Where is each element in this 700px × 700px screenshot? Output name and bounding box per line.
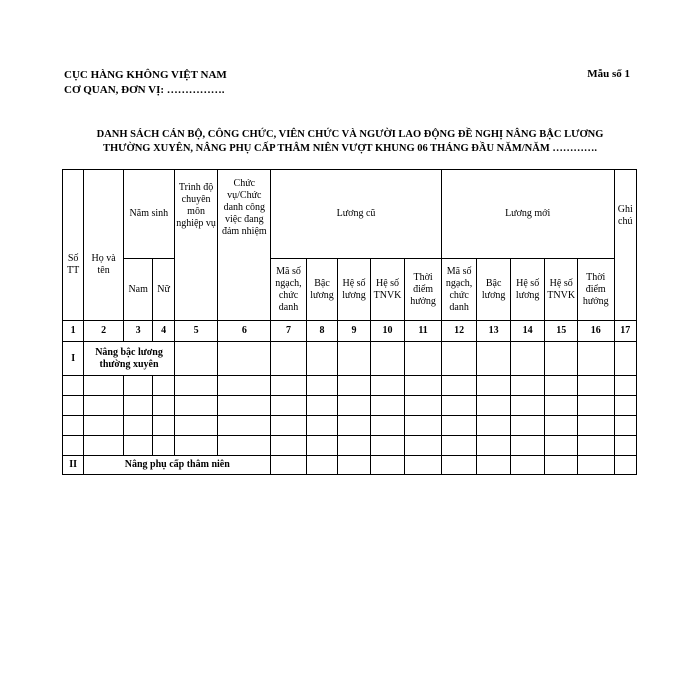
- salary-table: [62, 169, 637, 475]
- header-old-tnvk-coef: Hệ số TNVK: [370, 259, 405, 321]
- header-male: Nam: [123, 259, 152, 321]
- table-row: [63, 416, 637, 436]
- col-number: 15: [545, 321, 578, 342]
- col-number: 3: [123, 321, 152, 342]
- col-number: 9: [338, 321, 371, 342]
- col-number: 1: [63, 321, 84, 342]
- section-row-2: [63, 456, 637, 475]
- org-name: CỤC HÀNG KHÔNG VIỆT NAM: [64, 69, 227, 81]
- title-line-2: THƯỜNG XUYÊN, NÂNG PHỤ CẤP THÂM NIÊN VƯỢT KHUNG 06 THÁNG ĐẦU NĂM/NĂM ………….: [103, 143, 597, 154]
- header-name: Họ và tên: [84, 170, 124, 321]
- col-number: 12: [441, 321, 477, 342]
- table-row: [63, 396, 637, 416]
- header-new-effective-date: Thời điểm hưởng: [577, 259, 614, 321]
- org-unit: CƠ QUAN, ĐƠN VỊ: …………….: [64, 84, 225, 96]
- header-note: Ghi chú: [614, 170, 637, 321]
- col-number: 10: [370, 321, 405, 342]
- table-row: [63, 436, 637, 456]
- organization-header: [64, 68, 227, 98]
- header-old-salary-step: Bậc lương: [306, 259, 337, 321]
- col-number: 11: [405, 321, 442, 342]
- title-line-1: DANH SÁCH CÁN BỘ, CÔNG CHỨC, VIÊN CHỨC VÀ NGƯỜI LAO ĐỘNG ĐỀ NGHỊ NÂNG BẬC LƯƠNG: [96, 129, 604, 140]
- header-education: Trình độ chuyên môn nghiệp vụ: [174, 170, 218, 321]
- col-number: 4: [153, 321, 174, 342]
- header-stt: Số TT: [63, 170, 84, 321]
- header-new-salary: Lương mới: [441, 170, 614, 259]
- header-female: Nữ: [153, 259, 174, 321]
- col-number: 5: [174, 321, 218, 342]
- col-number: 13: [477, 321, 511, 342]
- section-label: Nâng bậc lương thường xuyên: [84, 342, 174, 376]
- header-new-grade-code: Mã số ngạch, chức danh: [441, 259, 477, 321]
- col-number: 16: [577, 321, 614, 342]
- col-number: 2: [84, 321, 124, 342]
- header-old-salary-coef: Hệ số lương: [338, 259, 371, 321]
- section-roman: I: [63, 342, 84, 376]
- col-number: 17: [614, 321, 637, 342]
- header-new-tnvk-coef: Hệ số TNVK: [545, 259, 578, 321]
- col-number: 7: [271, 321, 307, 342]
- col-number: 8: [306, 321, 337, 342]
- col-number: 14: [510, 321, 545, 342]
- header-new-salary-coef: Hệ số lương: [510, 259, 545, 321]
- col-number: 6: [218, 321, 271, 342]
- section-label: Nâng phụ cấp thâm niên: [84, 456, 271, 475]
- header-old-salary: Lương cũ: [271, 170, 442, 259]
- header-old-effective-date: Thời điểm hưởng: [405, 259, 442, 321]
- document-title: [50, 128, 650, 156]
- header-position: Chức vụ/Chức danh công việc đang đảm nhiệm: [218, 170, 271, 321]
- table-row: [63, 376, 637, 396]
- header-old-grade-code: Mã số ngạch, chức danh: [271, 259, 307, 321]
- form-number: Mẫu số 1: [587, 68, 630, 80]
- section-roman: II: [63, 456, 84, 475]
- section-row-1: [63, 342, 637, 376]
- header-new-salary-step: Bậc lương: [477, 259, 511, 321]
- header-birth-year: Năm sinh: [123, 170, 174, 259]
